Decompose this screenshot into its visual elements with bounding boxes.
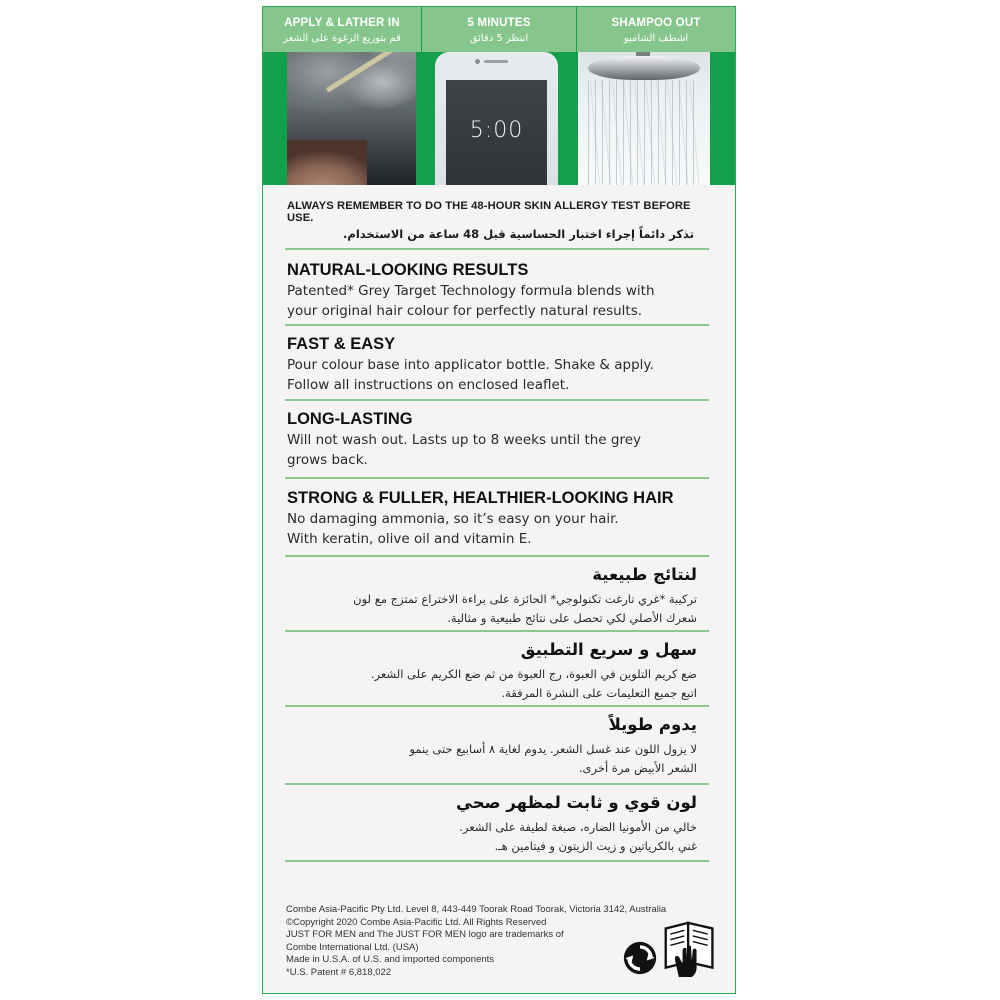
legal-text: Combe Asia-Pacific Pty Ltd. Level 8, 443-449 Toorak Road Toorak, Victoria 3142, Australia ©Copyright 2020 Combe Asia-Pacific Ltd. All Rights Reserved JUST FOR MEN and The JUST FOR MEN logo are trademarks of Combe International Ltd. (USA) Made in U.S.A. of U.S. and imported components *U.S. Patent # 6,818,022 xyxy=(286,904,667,978)
usage-steps xyxy=(263,7,735,185)
step-1-title: APPLY & LATHER IN xyxy=(284,17,400,29)
smartphone-timer xyxy=(435,52,558,185)
section-title-ar: لون قوي و ثابت لمظهر صحي xyxy=(456,793,697,812)
shower-head-photo xyxy=(578,52,710,185)
allergy-warning xyxy=(287,200,717,241)
grey-hair-photo xyxy=(287,52,416,185)
water-stream xyxy=(588,80,700,185)
divider xyxy=(285,399,709,401)
divider xyxy=(285,783,709,785)
section-fast-easy: FAST & EASY Pour colour base into applicator bottle. Shake & apply. Follow all instructions on enclosed leaflet. xyxy=(287,334,707,395)
section-natural-results: NATURAL-LOOKING RESULTS Patented* Grey Target Technology formula blends with your original hair colour for perfectly natural results. xyxy=(287,260,707,321)
divider xyxy=(285,630,709,632)
step-3-title-ar: اشطف الشامبو xyxy=(623,33,689,44)
section-long-lasting-ar: يدوم طويلاً لا يزول اللون عند غسل الشعر. يدوم لغاية ٨ أسابيع حتى ينمو الشعر الأبيض مرة أخرى. xyxy=(287,714,697,778)
allergy-warning-en: ALWAYS REMEMBER TO DO THE 48-HOUR SKIN ALLERGY TEST BEFORE USE. xyxy=(287,200,691,224)
section-title: NATURAL-LOOKING RESULTS xyxy=(287,261,529,279)
section-fast-easy-ar: سهل و سريع التطبيق ضع كريم التلوين في العبوة، رج العبوة من ثم ضع الكريم على الشعر. اتبع جميع التعليمات على النشرة المرفقة. xyxy=(287,639,697,703)
package-panel xyxy=(262,6,736,994)
divider xyxy=(285,705,709,707)
divider xyxy=(285,248,709,250)
applicator-brush xyxy=(326,52,409,93)
step-2-header xyxy=(422,7,576,52)
section-title: LONG-LASTING xyxy=(287,410,413,428)
allergy-warning-ar: تذكر دائماً إجراء اختبار الحساسية قبل 48 ساعة من الاستخدام. xyxy=(343,227,694,241)
step-2-title: 5 MINUTES xyxy=(467,17,531,29)
phone-screen xyxy=(446,80,547,185)
step-1-title-ar: قم بتوزيع الرغوة على الشعر xyxy=(283,33,401,44)
step-3-title: SHAMPOO OUT xyxy=(611,17,701,29)
divider xyxy=(285,477,709,479)
section-title-ar: يدوم طويلاً xyxy=(608,715,697,734)
section-strong-fuller-ar: لون قوي و ثابت لمظهر صحي خالي من الأمونيا الضاره، صبغة لطيفة على الشعر. غني بالكرياتين و زيت الزيتون و فيتامين هـ. xyxy=(287,792,697,856)
section-natural-results-ar: لنتائج طبيعية تركيبة *غري تارغت تكنولوجي* الحائزة على براءة الاختراع تمتزج مع لون شعرك الأصلي لكي تحصل على نتائج طبيعية و مثالية. xyxy=(287,564,697,628)
divider xyxy=(285,860,709,862)
step-3-header xyxy=(577,7,735,52)
section-title: STRONG & FULLER, HEALTHIER-LOOKING HAIR xyxy=(287,489,674,507)
step-1-header xyxy=(263,7,421,52)
section-strong-fuller: STRONG & FULLER, HEALTHIER-LOOKING HAIR No damaging ammonia, so it’s easy on your hair. With keratin, olive oil and vitamin E. xyxy=(287,488,707,549)
section-title-ar: لنتائج طبيعية xyxy=(592,565,697,584)
shower-head xyxy=(588,56,700,80)
section-title-ar: سهل و سريع التطبيق xyxy=(520,640,697,659)
section-title: FAST & EASY xyxy=(287,335,396,353)
timer-readout: 5:00 xyxy=(469,118,524,143)
recycle-icon xyxy=(623,941,657,975)
section-long-lasting: LONG-LASTING Will not wash out. Lasts up to 8 weeks until the grey grows back. xyxy=(287,409,707,470)
step-2-title-ar: انتظر 5 دقائق xyxy=(469,33,529,44)
read-instructions-icon xyxy=(662,919,718,979)
divider xyxy=(285,324,709,326)
divider xyxy=(285,555,709,557)
